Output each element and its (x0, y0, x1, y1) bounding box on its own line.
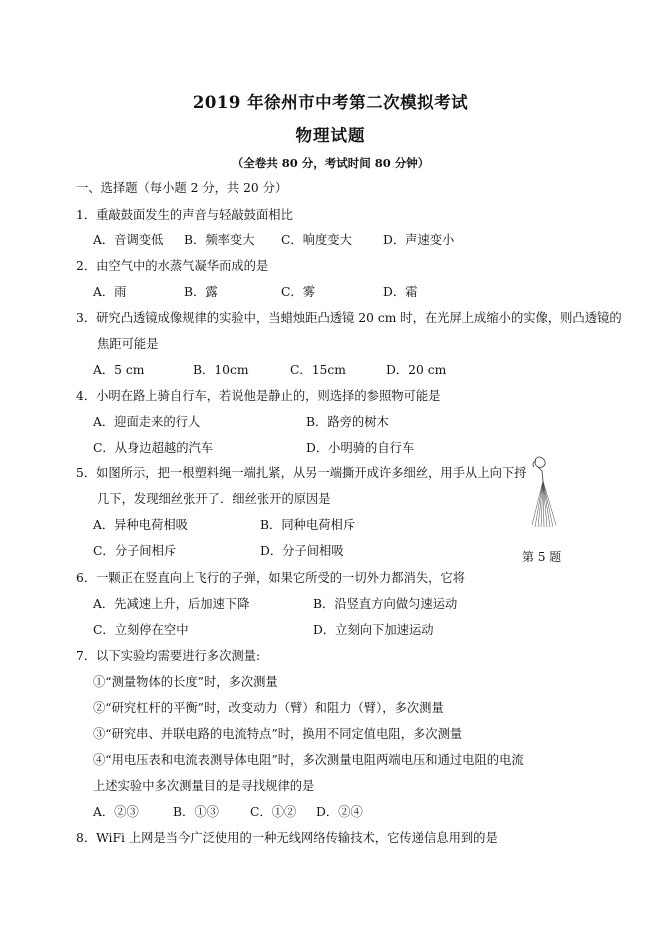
exam-note: （全卷共 80 分，考试时间 80 分钟） (231, 156, 430, 170)
q7-item-3: ③“研究串、并联电路的电流特点”时，换用不同定值电阻，多次测量 (93, 727, 463, 741)
q5-figure-hand-string (526, 455, 560, 529)
q3-stem: 3．研究凸透镜成像规律的实验中，当蜡烛距凸透镜 20 cm 时，在光屏上成缩小的实像，则凸透镜的 (76, 311, 622, 325)
q7-option-d: D．②④ (316, 805, 363, 819)
q1-option-b: B．频率变大 (184, 233, 255, 247)
q6-stem: 6．一颗正在竖直向上飞行的子弹，如果它所受的一切外力都消失，它将 (76, 571, 466, 585)
q5-option-a: A．异种电荷相吸 (93, 518, 188, 532)
q7-item-2: ②“研究杠杆的平衡”时，改变动力（臂）和阻力（臂），多次测量 (93, 701, 444, 715)
q3-option-d: D．20 cm (386, 363, 447, 377)
q2-stem: 2．由空气中的水蒸气凝华而成的是 (76, 259, 269, 273)
q2-option-b: B．露 (184, 285, 218, 299)
q3-option-c: C．15cm (290, 363, 346, 377)
q6-option-a: A．先减速上升，后加速下降 (93, 597, 250, 611)
q6-option-c: C．立刻停在空中 (93, 623, 189, 637)
q5-option-c: C．分子间相斥 (93, 544, 177, 558)
q3-option-a: A．5 cm (93, 363, 145, 377)
q3-stem-continued: 焦距可能是 (97, 337, 159, 351)
q4-stem: 4．小明在路上骑自行车，若说他是静止的，则选择的参照物可能是 (76, 389, 441, 403)
q7-stem-continued: 上述实验中多次测量目的是寻找规律的是 (93, 779, 315, 793)
q5-option-d: D．分子间相吸 (260, 544, 344, 558)
q4-option-a: A．迎面走来的行人 (93, 415, 201, 429)
q7-item-4: ④“用电压表和电流表测导体电阻”时，多次测量电阻两端电压和通过电阻的电流 (93, 753, 524, 767)
q7-item-1: ①“测量物体的长度”时，多次测量 (93, 675, 278, 689)
q5-stem: 5．如图所示，把一根塑料绳一端扎紧，从另一端撕开成许多细丝，用手从上向下捋 (76, 466, 527, 480)
q4-option-b: B．路旁的树木 (306, 415, 389, 429)
q7-option-a: A．②③ (93, 805, 139, 819)
q6-option-d: D．立刻向下加速运动 (313, 623, 434, 637)
q8-stem: 8．WiFi 上网是当今广泛使用的一种无线网络传输技术，它传递信息用到的是 (76, 831, 498, 845)
q1-option-d: D．声速变小 (383, 233, 455, 247)
q2-option-d: D．霜 (383, 285, 418, 299)
q5-figure-caption: 第 5 题 (522, 550, 562, 564)
q1-stem: 1．重敲鼓面发生的声音与轻敲鼓面相比 (76, 208, 293, 222)
exam-title: 2019 年徐州市中考第二次模拟考试 (192, 93, 469, 112)
q7-option-c: C．①② (250, 805, 297, 819)
q1-option-c: C．响度变大 (281, 233, 352, 247)
q1-option-a: A．音调变低 (93, 233, 164, 247)
q7-stem: 7．以下实验均需要进行多次测量: (76, 649, 261, 663)
q2-option-c: C．雾 (281, 285, 316, 299)
q6-option-b: B．沿竖直方向做匀速运动 (313, 597, 458, 611)
q2-option-a: A．雨 (93, 285, 127, 299)
q4-option-d: D．小明骑的自行车 (306, 441, 415, 455)
exam-subtitle: 物理试题 (295, 126, 366, 145)
q7-option-b: B．①③ (173, 805, 219, 819)
q5-stem-continued: 几下，发现细丝张开了．细丝张开的原因是 (97, 492, 331, 506)
q3-option-b: B．10cm (193, 363, 249, 377)
q4-option-c: C．从身边超越的汽车 (93, 441, 214, 455)
q5-option-b: B．同种电荷相斥 (260, 518, 356, 532)
section-heading: 一、选择题（每小题 2 分，共 20 分） (76, 181, 288, 195)
